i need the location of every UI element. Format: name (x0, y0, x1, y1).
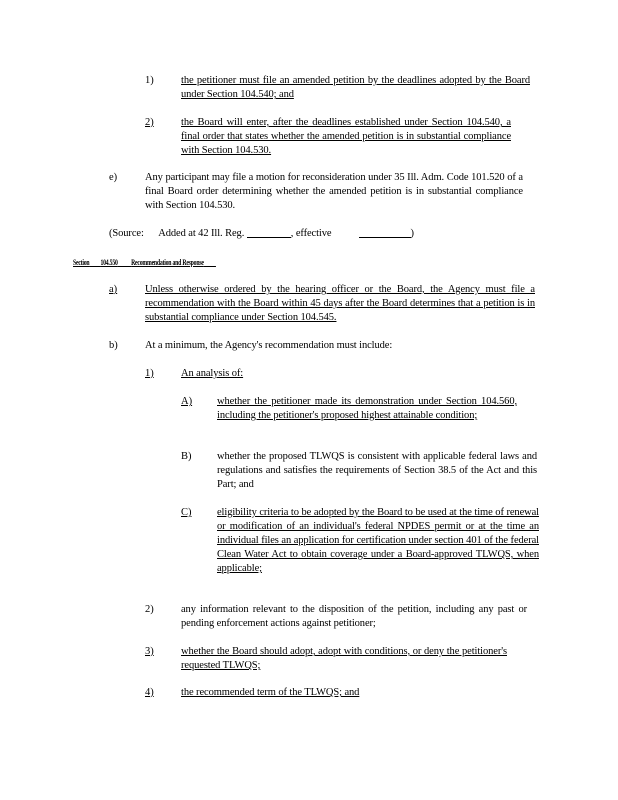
item-letter: a) (109, 284, 118, 295)
paragraph-text: any information relevant to the disposition of the petition, including any past or pending enforcement actions against petitioner; (181, 604, 527, 629)
paragraph-text: whether the petitioner made its demonstration under Section 104.560, including the petitioner's proposed highest attainable condition; (217, 396, 517, 421)
item-number: 1) (145, 75, 154, 86)
item-number: 4) (145, 687, 154, 698)
item-number: 2) (145, 117, 154, 128)
source-added: Added at 42 Ill. Reg. (158, 228, 245, 239)
item-number: 2) (145, 604, 154, 615)
paragraph-text: the recommended term of the TLWQS; and (181, 687, 360, 698)
blank-line (359, 226, 411, 238)
item-letter: C) (181, 507, 192, 518)
item-letter: B) (181, 451, 192, 462)
item-number: 1) (145, 368, 154, 379)
paragraph-text: An analysis of: (181, 368, 244, 379)
section-title: Recommendation and Response (131, 258, 204, 267)
source-prefix: (Source: (109, 228, 144, 239)
paragraph-text: Any participant may file a motion for reconsideration under 35 Ill. Adm. Code 101.520 of a final Board order determining whether the amended petition is in substantial compliance with Section 104.530. (145, 172, 523, 211)
paragraph-text: At a minimum, the Agency's recommendation must include: (145, 340, 393, 351)
paragraph-text: the petitioner must file an amended petition by the deadlines adopted by the Board under Section 104.540; and (181, 75, 530, 100)
source-close: ) (410, 228, 414, 239)
source-note (109, 226, 509, 241)
section-number: 104.550 (100, 258, 118, 267)
paragraph-text: the Board will enter, after the deadlines established under Section 104.540, a final order that states whether the amended petition is in substantial compliance with Section 104.530. (181, 117, 511, 156)
item-letter: e) (109, 172, 118, 183)
item-number: 3) (145, 646, 154, 657)
section-heading (73, 257, 216, 269)
item-letter: b) (109, 340, 118, 351)
blank-line (247, 226, 291, 238)
paragraph-text: eligibility criteria to be adopted by the Board to be used at the time of renewal or modification of an individual's federal NPDES permit or at the time an individual files an application for certification under section 401 of the federal Clean Water Act to obtain coverage under a Board-approved TLWQS, when applicable; (217, 507, 539, 574)
paragraph-text: whether the Board should adopt, adopt with conditions, or deny the petitioner's requested TLWQS; (181, 646, 507, 671)
item-letter: A) (181, 396, 193, 407)
section-label: Section (73, 258, 90, 267)
paragraph-text: Unless otherwise ordered by the hearing officer or the Board, the Agency must file a recommendation with the Board within 45 days after the Board determines that a petition is in substantial compliance under Section 104.545. (145, 284, 535, 323)
source-effective: , effective (290, 228, 332, 239)
paragraph-text: whether the proposed TLWQS is consistent with applicable federal laws and regulations and satisfies the requirements of Section 38.5 of the Act and this Part; and (217, 451, 537, 490)
